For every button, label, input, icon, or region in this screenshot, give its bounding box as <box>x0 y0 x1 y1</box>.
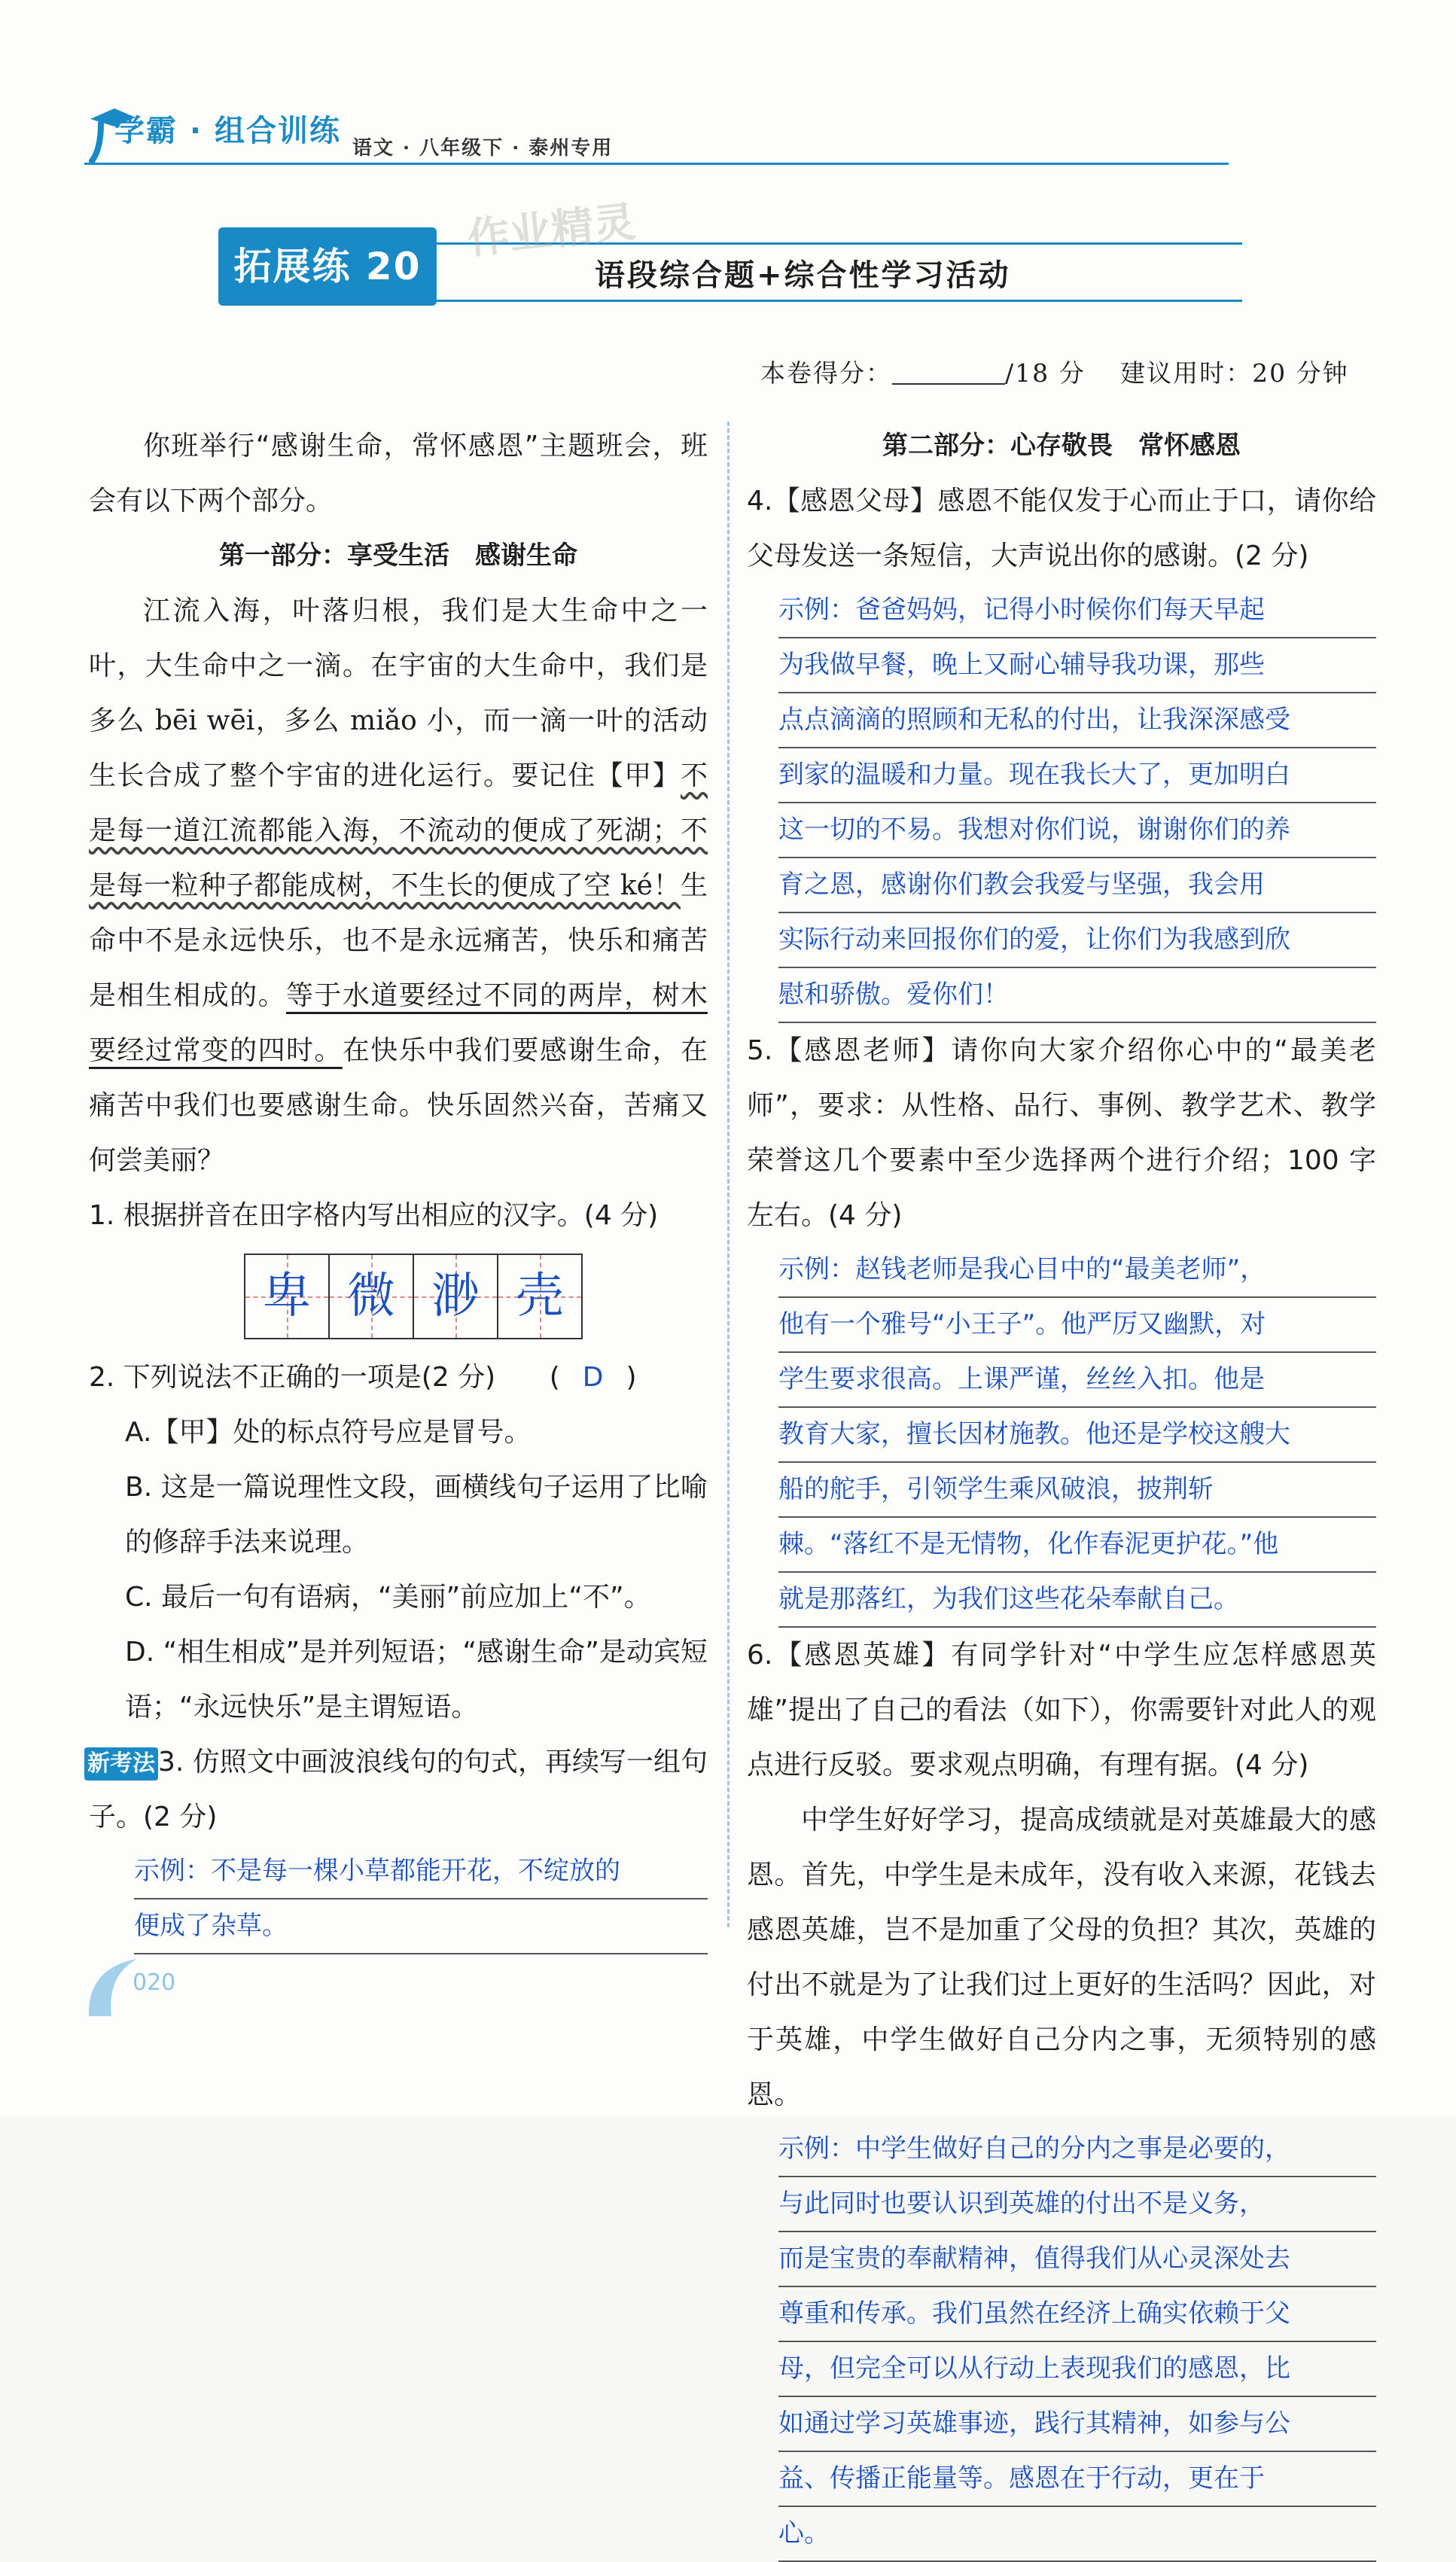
page-number: 020 <box>133 1969 176 1996</box>
answer-line[interactable]: 学生要求很高。上课严谨，丝丝入扣。他是 <box>778 1353 1376 1408</box>
new-method-badge: 新考法 <box>84 1747 158 1781</box>
answer-line[interactable]: 这一切的不易。我想对你们说，谢谢你们的养 <box>778 803 1376 858</box>
grid-cell[interactable] <box>497 1254 583 1339</box>
option-d: D. “相生相成”是并列短语；“感谢生命”是动宾短语；“永远快乐”是主谓短语。 <box>125 1637 708 1723</box>
question-4-answer <box>747 583 1376 1023</box>
answer-line[interactable]: 到家的温暖和力量。现在我长大了，更加明白 <box>778 748 1376 803</box>
right-column <box>747 419 1376 2562</box>
question-3-text: 3. 仿照文中画波浪线句的句式，再续写一组句子。(2 分) <box>89 1747 708 1832</box>
option-b: B. 这是一篇说理性文段，画横线句子运用了比喻的修辞手法来说理。 <box>125 1472 708 1558</box>
question-5-answer <box>747 1243 1376 1628</box>
passage-part-a: 江流入海，叶落归根，我们是大生命中之一叶，大生命中之一滴。在宇宙的大生命中，我们是多么 bēi wēi，多么 miǎo 小，而一滴一叶的活动生长合成了整个宇宙的进化运行。要记住【甲】 <box>89 596 708 791</box>
answer-line[interactable]: 尊重和传承。我们虽然在经济上确实依赖于父 <box>778 2287 1376 2342</box>
answer-line[interactable]: 示例：不是每一棵小草都能开花，不绽放的 <box>134 1845 708 1899</box>
grid-char-3: 渺 <box>431 1268 480 1324</box>
exercise-title: 语段综合题+综合性学习活动 <box>595 257 1011 293</box>
left-column <box>89 419 708 1954</box>
score-line <box>760 354 1349 389</box>
header-rule <box>84 163 1229 165</box>
answer-line[interactable]: 棘。“落红不是无情物，化作春泥更护花。”他 <box>778 1518 1376 1573</box>
answer-line[interactable]: 实际行动来回报你们的爱，让你们为我感到欣 <box>778 913 1376 968</box>
answer-line[interactable]: 慰和骄傲。爱你们！ <box>778 968 1376 1023</box>
exercise-label: 拓展练 20 <box>218 227 437 306</box>
question-6-passage: 中学生好好学习，提高成绩就是对英雄最大的感恩。首先，中学生是未成年，没有收入来源，花钱去感恩英雄，岂不是加重了父母的负担？其次，英雄的付出不就是为了让我们过上更好的生活吗？因此，对于英雄，中学生做好自己分内之事，无须特别的感恩。 <box>747 1805 1376 2110</box>
tianzige-grid <box>244 1254 708 1339</box>
underlined-sentence: 等于水道要经过不同的两岸，树木要经过常变的四时。 <box>89 980 708 1066</box>
header <box>84 107 1379 160</box>
question-6: 6.【感恩英雄】有同学针对“中学生应怎样感恩英雄”提出了自己的看法（如下），你需要针对此人的观点进行反驳。要求观点明确，有理有据。(4 分) <box>747 1640 1376 1781</box>
answer-line[interactable]: 为我做早餐，晚上又耐心辅导我功课，那些 <box>778 638 1376 693</box>
question-4: 4.【感恩父母】感恩不能仅发于心而止于口，请你给父母发送一条短信，大声说出你的感谢。(2 分) <box>747 486 1376 571</box>
answer-line[interactable]: 如通过学习英雄事迹，践行其精神，如参与公 <box>778 2397 1376 2452</box>
grid-char-4: 壳 <box>516 1268 564 1324</box>
answer-line[interactable]: 母，但完全可以从行动上表现我们的感恩，比 <box>778 2342 1376 2397</box>
grid-char-1: 卑 <box>263 1268 311 1324</box>
wavy-sentence: 不是每一道江流都能入海，不流动的便成了死湖；不是每一粒种子都能成树，不生长的便成了空 ké！ <box>89 760 708 901</box>
part1-title: 第一部分：享受生活 感谢生命 <box>219 541 577 571</box>
answer-line[interactable]: 而是宝贵的奉献精神，值得我们从心灵深处去 <box>778 2232 1376 2287</box>
question-2-text: 2. 下列说法不正确的一项是(2 分) <box>89 1362 496 1393</box>
answer-line[interactable]: 船的舵手，引领学生乘风破浪，披荆斩 <box>778 1463 1376 1518</box>
question-2 <box>89 1350 708 1405</box>
answer-line[interactable]: 心。 <box>778 2507 1376 2562</box>
answer-line[interactable]: 他有一个雅号“小王子”。他严厉又幽默，对 <box>778 1298 1376 1353</box>
answer-bracket-close: ) <box>626 1362 637 1393</box>
passage-part-c: 在快乐中我们要感谢生命，在痛苦中我们也要感谢生命。快乐固然兴奋，苦痛又何尝美丽？ <box>89 1035 708 1176</box>
question-6-answer <box>747 2122 1376 2562</box>
answer-line[interactable]: 示例：爸爸妈妈，记得小时候你们每天早起 <box>778 583 1376 638</box>
answer-bracket-open: ( <box>549 1362 560 1393</box>
answer-line[interactable]: 就是那落红，为我们这些花朵奉献自己。 <box>778 1573 1376 1628</box>
answer-line[interactable]: 教育大家，擅长因材施教。他还是学校这艘大 <box>778 1408 1376 1463</box>
book-subtitle: 语文 · 八年级下 · 泰州专用 <box>352 137 614 160</box>
score-label: 本卷得分： <box>760 358 892 388</box>
option-c: C. 最后一句有语病，“美丽”前应加上“不”。 <box>125 1582 651 1613</box>
suggested-time: 建议用时：20 分钟 <box>1120 358 1349 388</box>
answer-line[interactable]: 示例：中学生做好自己的分内之事是必要的， <box>778 2122 1376 2177</box>
question-3 <box>89 1735 708 1845</box>
part2-title: 第二部分：心存敬畏 常怀感恩 <box>882 431 1241 461</box>
answer-line[interactable]: 与此同时也要认识到英雄的付出不是义务， <box>778 2177 1376 2232</box>
question-1: 1. 根据拼音在田字格内写出相应的汉字。(4 分) <box>89 1200 659 1231</box>
intro-text: 你班举行“感谢生命，常怀感恩”主题班会，班会有以下两个部分。 <box>89 431 708 516</box>
answer-line[interactable]: 点点滴滴的照顾和无私的付出，让我深深感受 <box>778 693 1376 748</box>
grid-char-2: 微 <box>347 1268 395 1324</box>
column-divider <box>727 422 730 1927</box>
grid-cell[interactable] <box>413 1254 498 1339</box>
answer-line[interactable]: 益、传播正能量等。感恩在于行动，更在于 <box>778 2452 1376 2507</box>
score-total: /18 分 <box>1005 358 1086 388</box>
score-blank[interactable] <box>892 361 1005 385</box>
passage <box>89 583 708 1188</box>
question-5: 5.【感恩老师】请你向大家介绍你心中的“最美老师”，要求：从性格、品行、事例、教学艺术、教学荣誉这几个要素中至少选择两个进行介绍；100 字左右。(4 分) <box>747 1035 1376 1231</box>
answer-line[interactable]: 示例：赵钱老师是我心目中的“最美老师”， <box>778 1243 1376 1298</box>
watermark: 作业精灵 <box>465 197 638 264</box>
grid-cell[interactable] <box>244 1254 330 1339</box>
answer-line[interactable]: 育之恩，感谢你们教会我爱与坚强，我会用 <box>778 858 1376 913</box>
banner-rule-bottom <box>437 300 1242 302</box>
question-2-answer[interactable]: D <box>582 1362 604 1393</box>
answer-line[interactable]: 便成了杂草。 <box>134 1899 708 1954</box>
grid-cell[interactable] <box>328 1254 414 1339</box>
passage-part-b: 生命中不是永远快乐，也不是永远痛苦，快乐和痛苦是相生相成的。 <box>89 870 708 1011</box>
brand-title: 学霸 · 组合训练 <box>114 114 342 148</box>
option-a: A.【甲】处的标点符号应是冒号。 <box>125 1417 532 1448</box>
question-3-answer <box>89 1845 708 1954</box>
